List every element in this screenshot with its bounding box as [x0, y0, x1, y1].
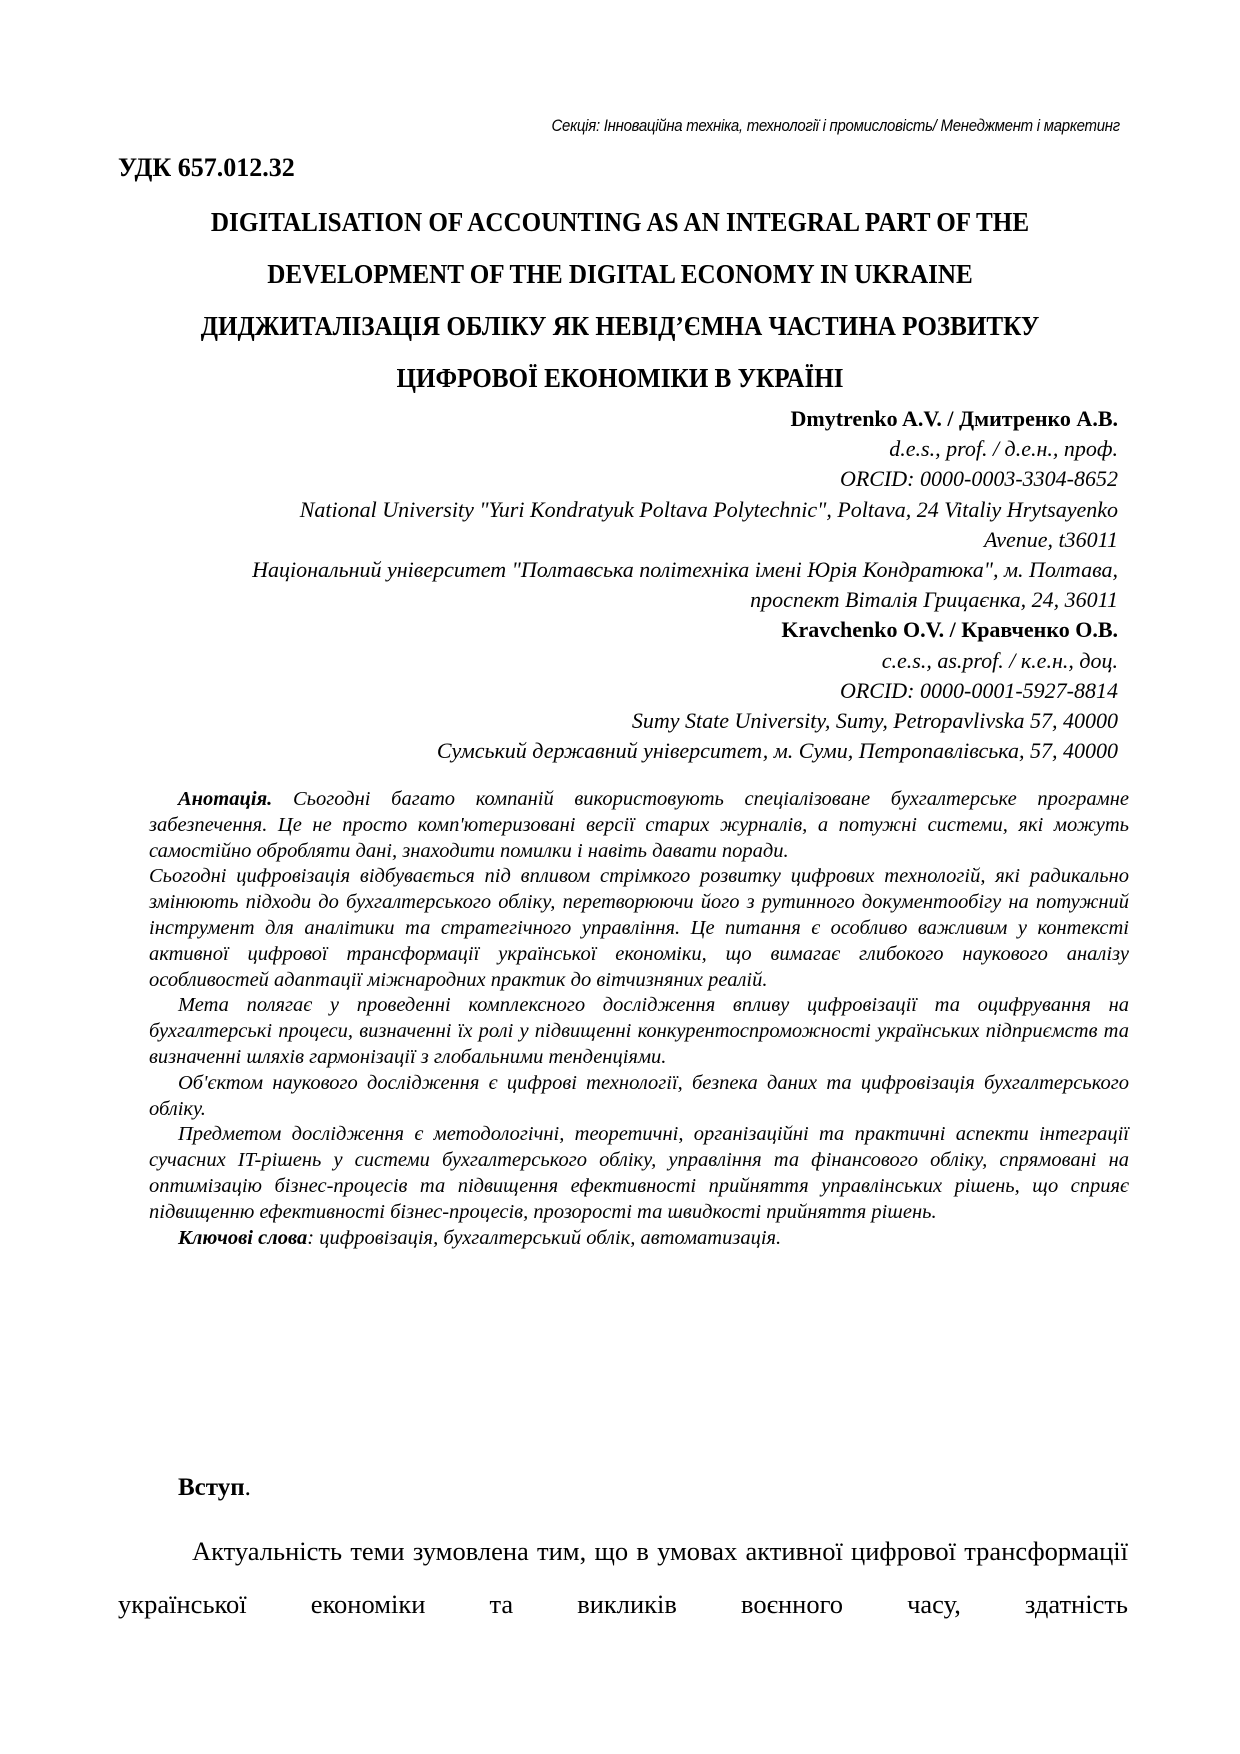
author-degree: c.e.s., as.prof. / к.е.н., доц.: [881, 647, 1118, 673]
udc-code: УДК 657.012.32: [118, 153, 295, 182]
abstract-subject: Предметом дослідження є методологічні, теоретичні, організаційні та практичні аспекти інтеграції сучасних IT-рішень у системи бухгалтерського обліку, управління та фінансового обліку, спрямовані на оптимізацію бізнес-процесів та підвищення ефективності прийняття управлінських рішень, що сприяє підвищенню ефективності бізнес-процесів, прозорості та швидкості прийняття рішень.: [149, 1123, 1129, 1223]
intro-paragraph: Актуальність теми зумовлена тим, що в умовах активної цифрової трансформації української економіки та викликів воєнного часу, здатність: [118, 1536, 1128, 1619]
abstract-label: Анотація.: [178, 788, 273, 810]
abstract: [149, 787, 1129, 1251]
intro-body: [118, 1525, 1128, 1631]
author-name: Kravchenko O.V. / Кравченко О.В.: [781, 617, 1118, 643]
author-affiliation-en: National University "Yuri Kondratyuk Poltava Polytechnic", Poltava, 24 Vitaliy Hrytsayenko: [299, 496, 1118, 522]
keywords-label: Ключові слова: [178, 1226, 308, 1249]
abstract-text: Сьогодні багато компаній використовують спеціалізоване бухгалтерське програмне забезпечення. Це не просто комп'ютеризовані версії старих журналів, а потужні системи, які можуть самостійно обробляти дані, знаходити помилки і навіть давати поради.: [149, 788, 1129, 862]
author-degree: d.e.s., prof. / д.е.н., проф.: [889, 436, 1118, 462]
authors-block: [118, 404, 1118, 766]
author-affiliation-en: Sumy State University, Sumy, Petropavlivska 57, 40000: [631, 708, 1118, 734]
abstract-paragraph: [149, 787, 1129, 864]
intro-heading-text: Вступ: [178, 1474, 245, 1501]
keywords: [149, 1226, 1129, 1252]
keywords-list: : цифровізація, бухгалтерський облік, автоматизація.: [307, 1226, 782, 1249]
abstract-aim: Мета полягає у проведенні комплексного дослідження впливу цифровізації та оцифрування на бухгалтерські процеси, визначенні їх ролі у підвищенні конкурентоспроможності українських підприємств та визначенні шляхів гармонізації з глобальними тенденціями.: [149, 994, 1129, 1068]
running-header: Секція: Інноваційна техніка, технології і промисловість/ Менеджмент і маркетинг: [551, 116, 1120, 135]
author-orcid: ORCID: 0000-0003-3304-8652: [839, 466, 1118, 492]
intro-heading-punct: .: [244, 1474, 251, 1501]
section-heading-intro: [178, 1474, 251, 1502]
paper-title: [118, 196, 1122, 404]
abstract-paragraph: Сьогодні цифровізація відбувається під впливом стрімкого розвитку цифрових технологій, які радикально змінюють підходи до бухгалтерського обліку, перетворюючи його з рутинного документообігу на потужний інструмент для аналітики та стратегічного управління. Це питання є особливо важливим у контексті активної цифрової трансформації української економіки, що вимагає глибокого наукового аналізу особливостей адаптації міжнародних практик до вітчизняних реалій.: [149, 865, 1129, 991]
title-en-line-1: DIGITALISATION OF ACCOUNTING AS AN INTEGRAL PART OF THE: [210, 207, 1030, 237]
title-ua-line-2: ЦИФРОВОЇ ЕКОНОМІКИ В УКРАЇНІ: [396, 363, 844, 393]
title-ua-line-1: ДИДЖИТАЛІЗАЦІЯ ОБЛІКУ ЯК НЕВІД’ЄМНА ЧАСТИНА РОЗВИТКУ: [200, 311, 1040, 341]
title-en-line-2: DEVELOPMENT OF THE DIGITAL ECONOMY IN UKRAINE: [267, 259, 973, 289]
author-orcid: ORCID: 0000-0001-5927-8814: [839, 677, 1118, 703]
author-affiliation-ua: Національний університет "Полтавська політехніка імені Юрія Кондратюка", м. Полтава,: [252, 557, 1118, 583]
author-affiliation-ua-cont: проспект Віталія Грицаєнка, 24, 36011: [750, 587, 1118, 613]
author-affiliation-ua: Сумський державний університет, м. Суми, Петропавлівська, 57, 40000: [436, 738, 1118, 764]
author-name: Dmytrenko A.V. / Дмитренко А.В.: [790, 406, 1118, 431]
abstract-object: Об'єктом наукового дослідження є цифрові технології, безпека даних та цифровізація бухгалтерського обліку.: [149, 1071, 1129, 1120]
author-affiliation-en-cont: Avenue, t36011: [984, 526, 1118, 552]
